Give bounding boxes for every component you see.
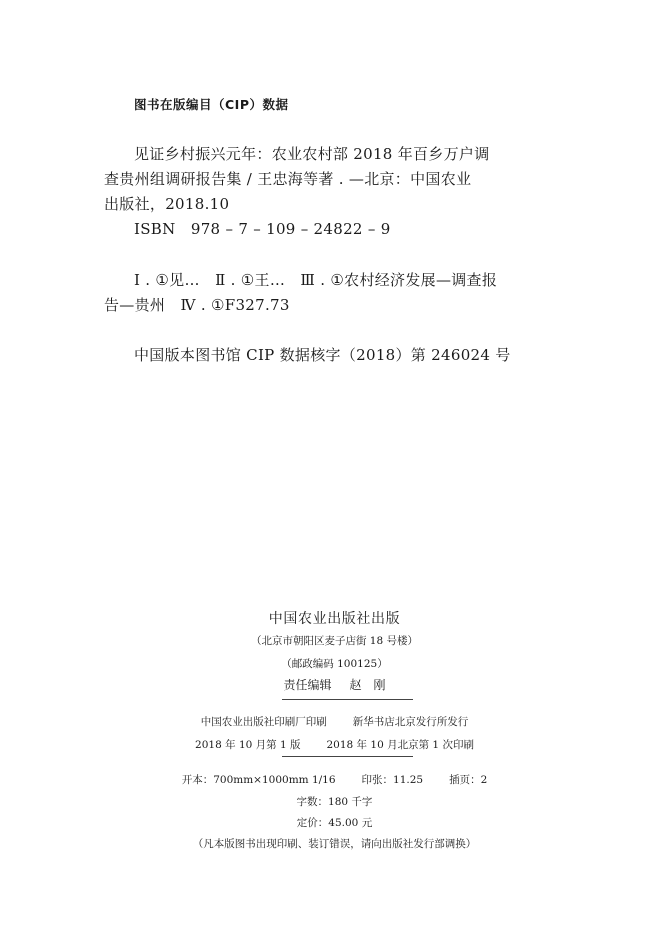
editor-label: 责任编辑 <box>283 678 332 692</box>
price: 定价：45.00 元 <box>296 817 373 829</box>
divider-top <box>282 699 413 700</box>
edition-line <box>0 737 669 752</box>
format: 开本：700mm×1000mm 1/16 <box>181 774 336 786</box>
replacement-notice: （凡本版图书出现印刷、装订错误，请向出版社发行部调换） <box>192 838 477 850</box>
cip-title-line-1: 见证乡村振兴元年：农业农村部 2018 年百乡万户调 <box>134 145 490 163</box>
publisher-address: （北京市朝阳区麦子店街 18 号楼） <box>250 635 419 647</box>
specs-line <box>0 772 669 787</box>
print-distribution-line <box>0 714 669 729</box>
printer: 中国农业出版社印刷厂印刷 <box>200 716 327 728</box>
cip-title-line-3: 出版社，2018.10 <box>104 195 230 213</box>
distributor: 新华书店北京发行所发行 <box>352 716 469 728</box>
publisher-name: 中国农业出版社出版 <box>268 611 401 627</box>
edition: 2018 年 10 月第 1 版 <box>195 739 301 751</box>
responsible-editor <box>0 676 669 693</box>
word-count: 字数：180 千字 <box>296 796 373 808</box>
plates: 插页：2 <box>449 774 488 786</box>
cip-title-line-2: 查贵州组调研报告集 / 王忠海等著 . —北京：中国农业 <box>104 170 472 188</box>
cip-record-number: 中国版本图书馆 CIP 数据核字（2018）第 246024 号 <box>134 346 511 364</box>
divider-bottom <box>282 756 413 757</box>
postal-code: （邮政编码 100125） <box>281 658 388 670</box>
printed-sheets: 印张：11.25 <box>361 774 424 786</box>
editor-name: 赵 刚 <box>349 678 386 692</box>
cip-classification-line-1: Ⅰ . ①见… Ⅱ . ①王… Ⅲ . ①农村经济发展—调查报 <box>134 271 498 289</box>
cip-heading: 图书在版编目（CIP）数据 <box>134 97 289 112</box>
cip-classification-line-2: 告—贵州 Ⅳ . ①F327.73 <box>104 296 290 314</box>
printing: 2018 年 10 月北京第 1 次印刷 <box>326 739 474 751</box>
cip-isbn: ISBN 978 – 7 – 109 – 24822 – 9 <box>134 220 391 238</box>
